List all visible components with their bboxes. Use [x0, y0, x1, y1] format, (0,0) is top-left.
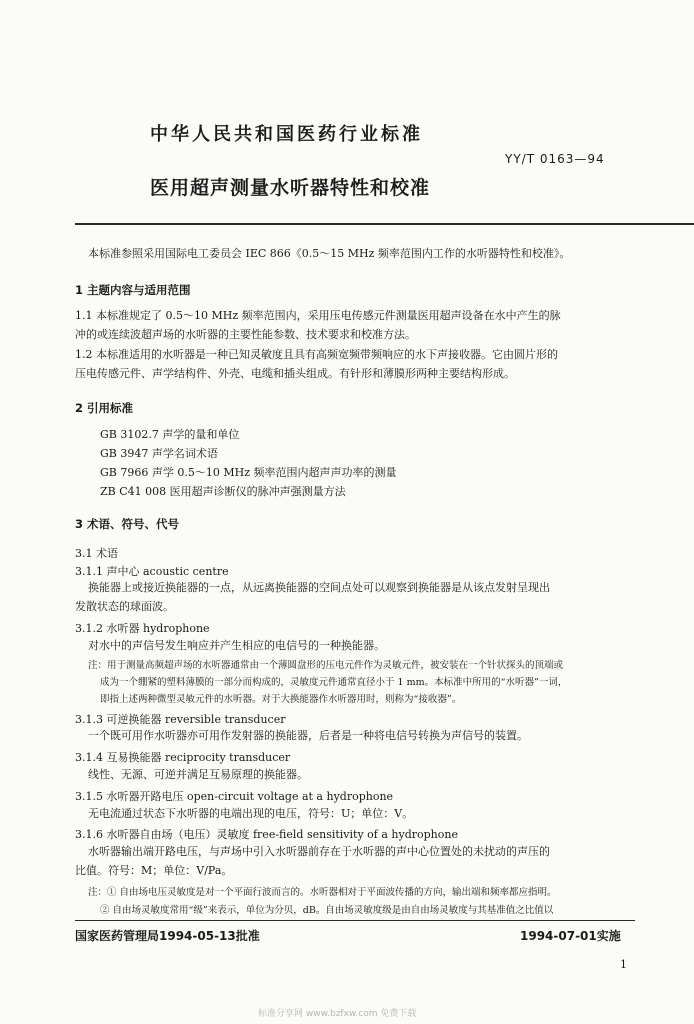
section-3-heading: 3 术语、符号、代号: [75, 517, 180, 531]
term-3-1-5-title: 3.1.5 水听器开路电压 open-circuit voltage at a hydrophone: [75, 790, 394, 803]
standard-organization: 中华人民共和国医药行业标准: [150, 124, 423, 145]
term-3-1-3-line-1: 一个既可用作水听器亦可用作发射器的换能器，后者是一种将电信号转换为声信号的装置。: [88, 729, 528, 742]
reference-item: GB 3947 声学名词术语: [100, 447, 218, 460]
top-divider: [75, 223, 694, 225]
implementation-date: 1994-07-01实施: [520, 929, 621, 943]
term-3-1-6-line-2: 比值。符号：M；单位：V/Pa。: [75, 864, 233, 877]
term-3-1-2-note-3: 即指上述两种微型灵敏元件的水听器。对于大换能器作水听器用时，则称为“接收器”。: [100, 694, 462, 705]
term-3-1-6-line-1: 水听器输出端开路电压，与声场中引入水听器前存在于水听器的声中心位置处的未扰动的声压的: [88, 845, 550, 858]
section-1-1-line-1: 1.1 本标准规定了 0.5～10 MHz 频率范围内，采用压电传感元件测量医用超声设备在水中产生的脉: [75, 309, 561, 322]
term-3-1-1-line-2: 发散状态的球面波。: [75, 600, 174, 613]
section-3-1-heading: 3.1 术语: [75, 547, 118, 560]
section-1-2-line-2: 压电传感元件、声学结构件、外壳、电缆和插头组成。有针形和薄膜形两种主要结构形成。: [75, 367, 515, 380]
section-2-heading: 2 引用标准: [75, 401, 134, 415]
approval-date: 国家医药管理局1994-05-13批准: [75, 929, 260, 943]
term-3-1-3-title: 3.1.3 可逆换能器 reversible transducer: [75, 713, 286, 726]
term-3-1-6-title: 3.1.6 水听器自由场（电压）灵敏度 free-field sensitivity of a hydrophone: [75, 828, 458, 841]
standard-code: YY/T 0163—94: [505, 152, 605, 166]
term-3-1-4-line-1: 线性、无源、可逆并满足互易原理的换能器。: [88, 768, 308, 781]
standard-title: 医用超声测量水听器特性和校准: [150, 177, 431, 199]
watermark-text: 标准分享网 www.bzfxw.com 免费下载: [258, 1009, 417, 1019]
page-number: 1: [620, 958, 627, 971]
reference-item: GB 3102.7 声学的量和单位: [100, 428, 240, 441]
intro-text: 本标准参照采用国际电工委员会 IEC 866《0.5～15 MHz 频率范围内工作的水听器特性和校准》。: [88, 247, 571, 260]
reference-item: GB 7966 声学 0.5～10 MHz 频率范围内超声声功率的测量: [100, 466, 397, 479]
reference-item: ZB C41 008 医用超声诊断仪的脉冲声强测量方法: [100, 485, 346, 498]
term-3-1-4-title: 3.1.4 互易换能器 reciprocity transducer: [75, 751, 291, 764]
term-3-1-6-note-2: ② 自由场灵敏度常用“级”来表示，单位为分贝，dB。自由场灵敏度级是由自由场灵敏度与其基准值之比值以: [100, 905, 554, 916]
term-3-1-2-note-2: 成为一个绷紧的塑料薄膜的一部分而构成的，灵敏度元件通常直径小于 1 mm。本标准中所用的“水听器”一词，: [100, 677, 568, 688]
section-1-2-line-1: 1.2 本标准适用的水听器是一种已知灵敏度且具有高频宽频带频响应的水下声接收器。它由圆片形的: [75, 348, 558, 361]
term-3-1-2-title: 3.1.2 水听器 hydrophone: [75, 622, 210, 635]
term-3-1-6-note-1: 注：① 自由场电压灵敏度是对一个平面行波而言的。水听器相对于平面波传播的方向，输出端和频率都应指明。: [88, 887, 557, 898]
term-3-1-1-line-1: 换能器上或接近换能器的一点，从远离换能器的空间点处可以观察到换能器是从该点发射呈现出: [88, 581, 550, 594]
term-3-1-2-note-1: 注：用于测量高频超声场的水听器通常由一个薄圆盘形的压电元件作为灵敏元件，被安装在一个针状探头的顶端或: [88, 660, 564, 671]
term-3-1-1-title: 3.1.1 声中心 acoustic centre: [75, 565, 229, 578]
bottom-divider: [75, 920, 635, 921]
term-3-1-5-line-1: 无电流通过状态下水听器的电端出现的电压，符号：U；单位：V。: [88, 807, 414, 820]
section-1-1-line-2: 冲的或连续波超声场的水听器的主要性能参数、技术要求和校准方法。: [75, 328, 416, 341]
term-3-1-2-line-1: 对水中的声信号发生响应并产生相应的电信号的一种换能器。: [88, 639, 385, 652]
section-1-heading: 1 主题内容与适用范围: [75, 283, 191, 297]
